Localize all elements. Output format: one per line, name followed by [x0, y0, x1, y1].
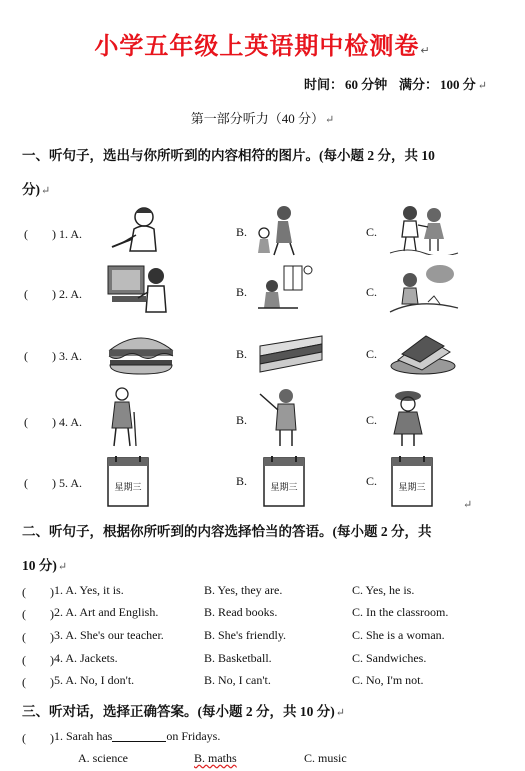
question-number: ( ) 2. A. — [24, 287, 82, 301]
option-b-text: B. She's friendly. — [204, 628, 287, 642]
answer-blank[interactable] — [112, 729, 166, 742]
question-number: ( ) 1. A. — [24, 227, 82, 241]
boy-writing-picture — [106, 203, 166, 255]
section-heading-text: 分) — [22, 182, 40, 197]
return-mark: ↵ — [463, 499, 473, 511]
section-heading-text: 二、听句子，根据你所听到的内容选择恰当的答语。(每小题 2 分，共 — [22, 524, 432, 539]
option-c-text: C. Yes, he is. — [352, 583, 415, 597]
teacher-pointer-picture — [256, 386, 306, 450]
question-number: ( ) 5. A. — [24, 476, 82, 490]
question-text: 4. A. Jackets. — [54, 651, 118, 665]
bread-slices-picture — [388, 330, 458, 376]
option-c-text: C. Sandwiches. — [352, 651, 427, 665]
score-label: 满分： — [399, 77, 439, 92]
section-heading-1-cont — [22, 178, 502, 198]
picture-question-row — [24, 413, 82, 430]
outdoor-play-picture — [388, 262, 460, 318]
section-heading-text: 一、听句子，选出与你所听到的内容相符的图片。(每小题 2 分，共 10 — [22, 148, 435, 163]
girl-with-hat-picture — [386, 386, 430, 450]
score-value: 100 分 — [440, 77, 476, 92]
option-b-label: B. — [236, 347, 248, 361]
old-man-picture — [106, 386, 138, 450]
return-mark: ↵ — [335, 707, 345, 719]
return-mark: ↵ — [477, 80, 487, 92]
option-b-text: B. Yes, they are. — [204, 583, 283, 597]
question-text: 5. A. No, I don't. — [54, 673, 135, 687]
question-number: ( ) 3. A. — [24, 349, 82, 363]
answer-paren: ( ) — [22, 607, 54, 621]
answer-paren: ( ) — [22, 731, 54, 745]
title-text: 小学五年级上英语期中检测卷 — [94, 32, 420, 60]
part-heading — [0, 108, 525, 127]
section-heading-text: 三、听对话，选择正确答案。(每小题 2 分，共 10 分) — [22, 704, 335, 719]
answer-paren: ( ) — [22, 630, 54, 644]
section-heading-1 — [22, 144, 502, 164]
question-text: 3. A. She's our teacher. — [54, 628, 164, 642]
option-b-label: B. — [236, 285, 248, 299]
picture-question-row — [24, 474, 82, 491]
two-children-picture — [388, 203, 460, 255]
option-b-label: B. — [236, 413, 248, 427]
option-a-text: A. science — [78, 751, 128, 765]
calendar-text: 星期三 — [270, 483, 298, 493]
return-mark: ↵ — [420, 44, 431, 57]
section-heading-2 — [22, 520, 502, 540]
question-text: 1. A. Yes, it is. — [54, 583, 124, 597]
question-suffix: on Fridays. — [166, 729, 221, 743]
option-c-label: C. — [366, 285, 378, 299]
section-heading-2-cont — [22, 554, 502, 574]
option-c-label: C. — [366, 474, 378, 488]
calendar-picture-c — [390, 454, 434, 508]
option-c-text: C. No, I'm not. — [352, 673, 424, 687]
option-b-text: B. Basketball. — [204, 651, 272, 665]
hamburger-picture — [106, 330, 176, 376]
return-mark: ↵ — [41, 185, 51, 197]
option-c-text: C. music — [304, 751, 347, 765]
option-b-label: B. — [236, 474, 248, 488]
question-prefix: 1. Sarah has — [54, 729, 113, 743]
calendar-text: 星期三 — [114, 483, 142, 493]
option-c-label: C. — [366, 225, 378, 239]
question-text: 2. A. Art and English. — [54, 605, 159, 619]
question-number: ( ) 4. A. — [24, 415, 82, 429]
picture-question-row — [24, 347, 82, 364]
answer-paren: ( ) — [22, 675, 54, 689]
option-c-text: C. In the classroom. — [352, 605, 449, 619]
picture-question-row — [24, 285, 82, 302]
option-b-text: B. No, I can't. — [204, 673, 271, 687]
exam-meta — [302, 74, 487, 93]
mother-child-picture — [250, 203, 306, 257]
page-title — [0, 26, 525, 61]
option-b-label: B. — [236, 225, 248, 239]
option-c-label: C. — [366, 347, 378, 361]
option-b-text: B. maths — [194, 751, 237, 765]
time-value: 60 分钟 — [344, 77, 388, 92]
answer-paren: ( ) — [22, 653, 54, 667]
calendar-picture-a — [106, 454, 150, 508]
picture-question-row — [24, 225, 82, 242]
section-heading-3 — [22, 700, 502, 720]
boy-computer-picture — [106, 262, 170, 320]
option-c-label: C. — [366, 413, 378, 427]
girl-at-window-picture — [256, 262, 314, 318]
section-heading-text: 10 分) — [22, 558, 57, 573]
option-c-text: C. She is a woman. — [352, 628, 445, 642]
sandwich-picture — [256, 330, 326, 376]
return-mark: ↵ — [57, 561, 68, 573]
return-mark: ↵ — [325, 114, 335, 126]
time-label: 时间： — [303, 77, 343, 92]
calendar-text: 星期三 — [398, 483, 426, 493]
answer-paren: ( ) — [22, 585, 54, 599]
option-b-text: B. Read books. — [204, 605, 278, 619]
calendar-picture-b — [262, 454, 306, 508]
part-title: 第一部分听力（40 分） — [190, 111, 325, 126]
question-text — [54, 729, 220, 744]
